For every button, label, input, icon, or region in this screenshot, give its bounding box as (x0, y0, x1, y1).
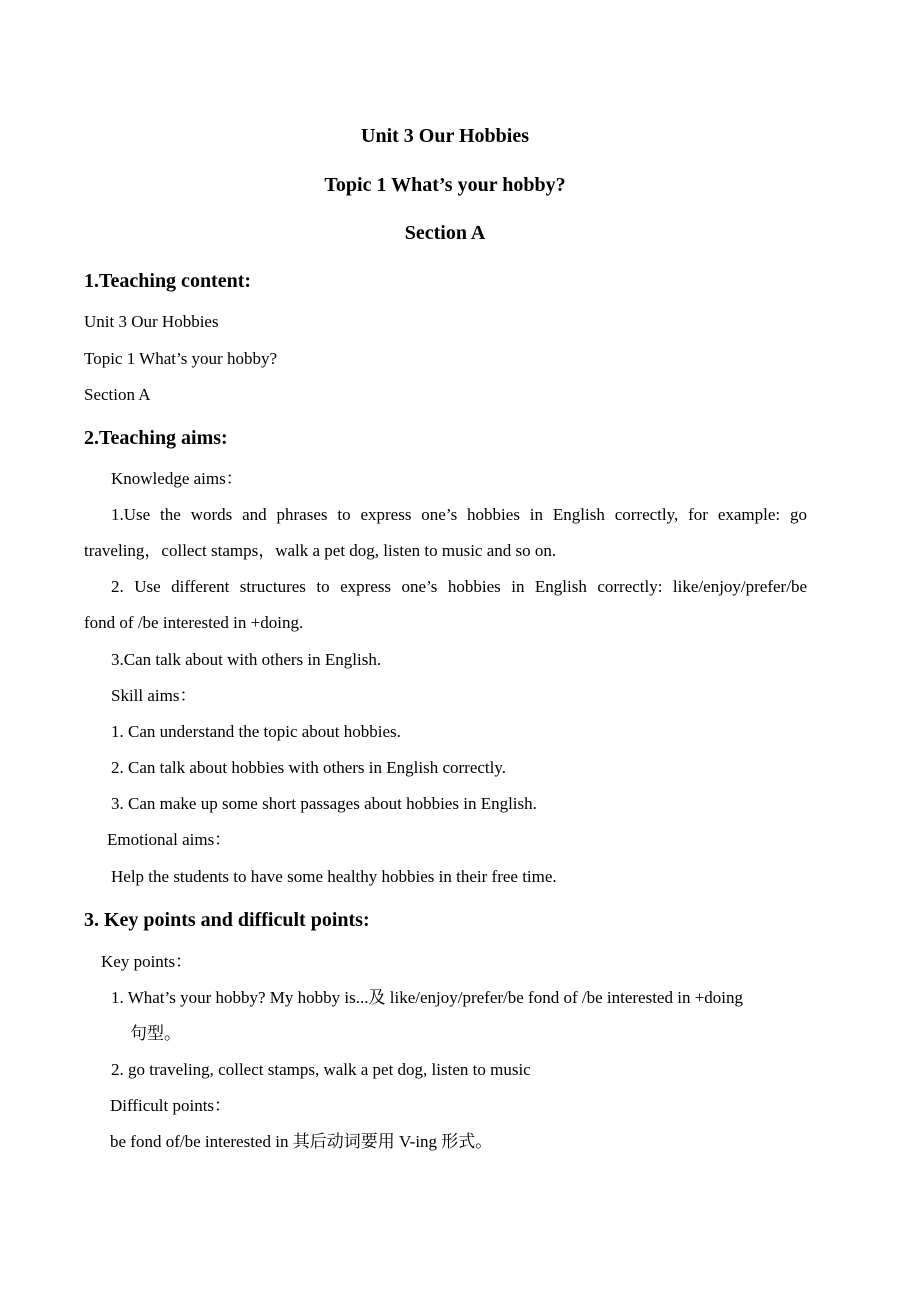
skill-aim-1: 1. Can understand the topic about hobbies. (111, 722, 401, 741)
unit-title: Unit 3 Our Hobbies (361, 125, 529, 147)
key-point-1-line-1: 1. What’s your hobby? My hobby is...及 like/enjoy/prefer/be fond of /be interested in +doing (111, 988, 744, 1007)
key-points-label: Key points： (101, 952, 193, 971)
difficult-point-text: be fond of/be interested in 其后动词要用 V-ing 形式。 (110, 1132, 493, 1151)
section-title: Section A (404, 222, 486, 244)
teaching-content-heading: 1.Teaching content: (84, 270, 252, 292)
knowledge-aim-1-line-2: traveling，collect stamps，walk a pet dog, listen to music and so on. (84, 541, 557, 560)
knowledge-aim-2-line-2: fond of /be interested in +doing. (84, 613, 304, 632)
teaching-aims-heading: 2.Teaching aims: (84, 427, 228, 449)
knowledge-aim-2-line-1: 2. Use different structures to express one’s hobbies in English correctly: like/enjoy/prefer/be (111, 577, 807, 596)
skill-aim-2: 2. Can talk about hobbies with others in English correctly. (111, 758, 507, 777)
content-line-unit: Unit 3 Our Hobbies (84, 312, 219, 331)
key-point-2: 2. go traveling, collect stamps, walk a pet dog, listen to music (111, 1060, 531, 1079)
emotional-aim-text: Help the students to have some healthy hobbies in their free time. (111, 867, 557, 886)
key-point-1-line-2: 句型。 (130, 1024, 181, 1043)
topic-title: Topic 1 What’s your hobby? (324, 174, 566, 196)
key-points-heading: 3. Key points and difficult points: (84, 909, 370, 931)
emotional-aims-label: Emotional aims： (107, 830, 232, 849)
knowledge-aim-1-line-1: 1.Use the words and phrases to express one’s hobbies in English correctly, for example: go (111, 505, 807, 524)
content-line-section: Section A (84, 385, 151, 404)
knowledge-aims-label: Knowledge aims： (111, 469, 243, 488)
skill-aim-3: 3. Can make up some short passages about hobbies in English. (111, 794, 537, 813)
difficult-points-label: Difficult points： (110, 1096, 232, 1115)
skill-aims-label: Skill aims： (111, 686, 197, 705)
content-line-topic: Topic 1 What’s your hobby? (84, 349, 278, 368)
knowledge-aim-3: 3.Can talk about with others in English. (111, 650, 382, 669)
